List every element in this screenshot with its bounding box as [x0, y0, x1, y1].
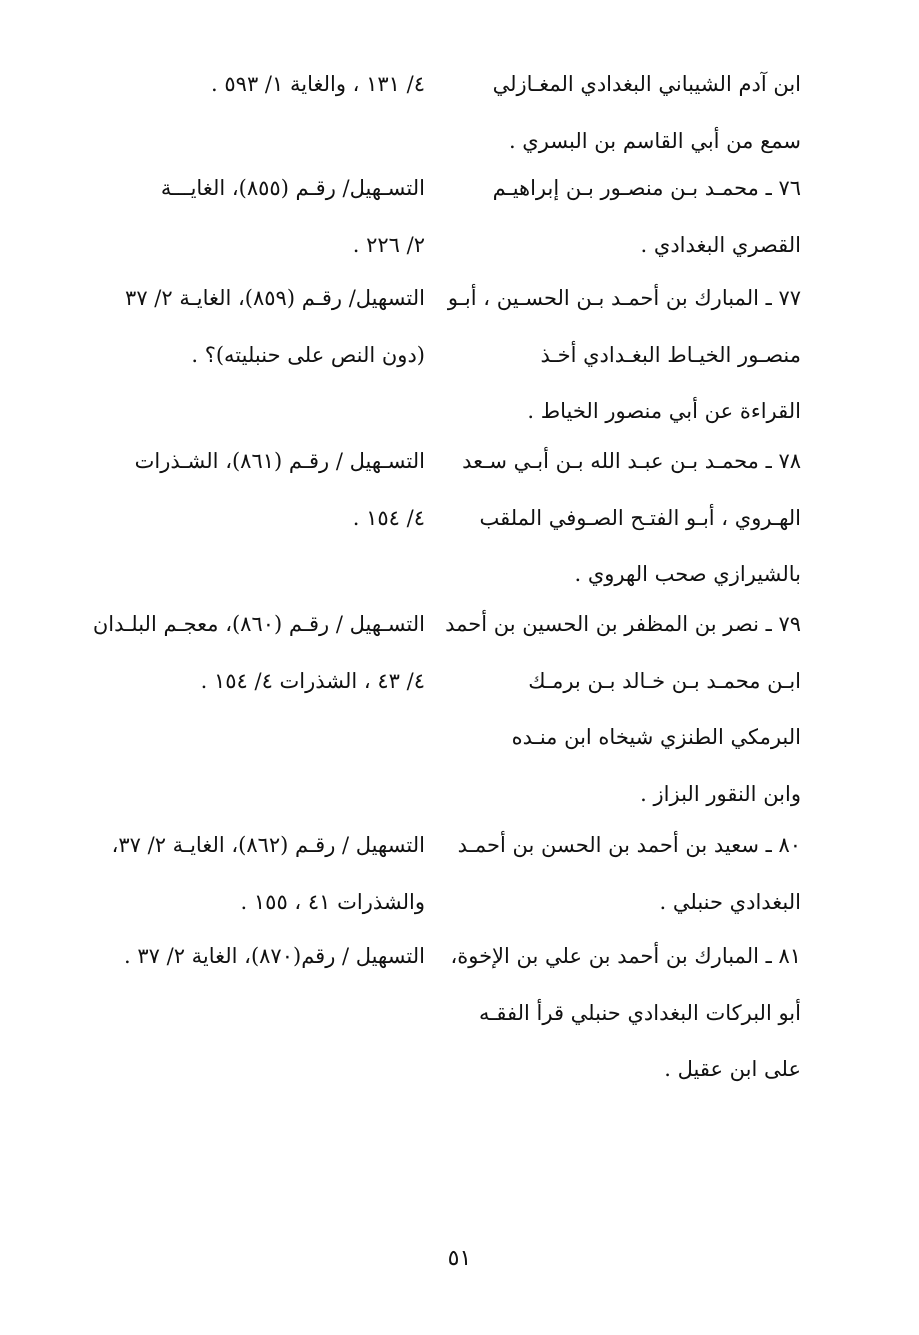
text-line: البغدادي حنبلي . — [659, 889, 801, 914]
text-line: ابن آدم الشيباني البغدادي المغـازلي — [492, 72, 801, 96]
entry-sources — [70, 56, 425, 113]
text-line: التسـهيل / رقـم (٨٦١)، الشـذرات — [134, 449, 425, 473]
text-line: ٤/ ١٥٤ . — [352, 505, 425, 530]
entry-biography — [436, 596, 801, 822]
entry-sources — [70, 270, 425, 383]
text-line: التسهيل / رقم(٨٧٠)، الغاية ٢/ ٣٧ . — [124, 944, 425, 968]
text-line: ٤/ ٤٣ ، الشذرات ٤/ ١٥٤ . — [200, 668, 425, 693]
text-line: القراءة عن أبي منصور الخياط . — [527, 399, 801, 423]
text-line: أبو البركات البغدادي حنبلي قرأ الفقـه — [478, 1000, 801, 1025]
text-line: القصري البغدادي . — [640, 232, 801, 257]
text-line: التسـهيل/ رقـم (٨٥٥)، الغايـــة — [160, 176, 425, 200]
text-line: (دون النص على حنبليته)؟ . — [191, 342, 425, 367]
text-line: ٢/ ٢٢٦ . — [352, 232, 425, 257]
text-line: ٤/ ١٣١ ، والغاية ١/ ٥٩٣ . — [211, 72, 425, 96]
text-line: على ابن عقيل . — [664, 1057, 801, 1081]
text-line: ٧٧ ـ المبارك بن أحمـد بـن الحسـين ، أبـو — [447, 286, 801, 310]
entry-sources — [70, 817, 425, 930]
text-line: ٨٠ ـ سعيد بن أحمد بن الحسن بن أحمـد — [457, 833, 801, 857]
page-number: ٥١ — [447, 1246, 472, 1271]
text-line: ٧٦ ـ محمـد بـن منصـور بـن إبراهيـم — [492, 176, 801, 200]
text-line: الهـروي ، أبـو الفتـح الصـوفي الملقب — [479, 505, 801, 530]
entry-biography — [436, 928, 801, 1098]
text-line: ابـن محمـد بـن خـالد بـن برمـك — [528, 668, 801, 693]
entry-biography — [436, 817, 801, 930]
entry-biography — [436, 160, 801, 273]
text-line: ٨١ ـ المبارك بن أحمد بن علي بن الإخوة، — [450, 944, 801, 968]
text-line: البرمكي الطنزي شيخاه ابن منـده — [511, 725, 801, 749]
text-line: منصـور الخيـاط البغـدادي أخـذ — [540, 342, 801, 367]
entry-sources — [70, 596, 425, 709]
text-line: سمع من أبي القاسم بن البسري . — [508, 128, 801, 153]
text-line: والشذرات ٤١ ، ١٥٥ . — [240, 889, 425, 914]
text-line: وابن النقور البزاز . — [640, 781, 801, 806]
entry-sources — [70, 928, 425, 985]
text-line: التسهيل / رقـم (٨٦٢)، الغايـة ٢/ ٣٧، — [111, 833, 425, 857]
entry-biography — [436, 433, 801, 603]
entry-biography — [436, 270, 801, 440]
entry-sources — [70, 160, 425, 273]
text-line: التسـهيل / رقـم (٨٦٠)، معجـم البلـدان — [92, 612, 425, 636]
entry-sources — [70, 433, 425, 546]
text-line: بالشيرازي صحب الهروي . — [574, 562, 801, 586]
text-line: التسهيل/ رقـم (٨٥٩)، الغايـة ٢/ ٣٧ — [125, 286, 425, 310]
entry-biography — [436, 56, 801, 169]
text-line: ٧٨ ـ محمـد بـن عبـد الله بـن أبـي سـعد — [462, 449, 801, 473]
text-line: ٧٩ ـ نصر بن المظفر بن الحسين بن أحمد — [445, 612, 801, 636]
